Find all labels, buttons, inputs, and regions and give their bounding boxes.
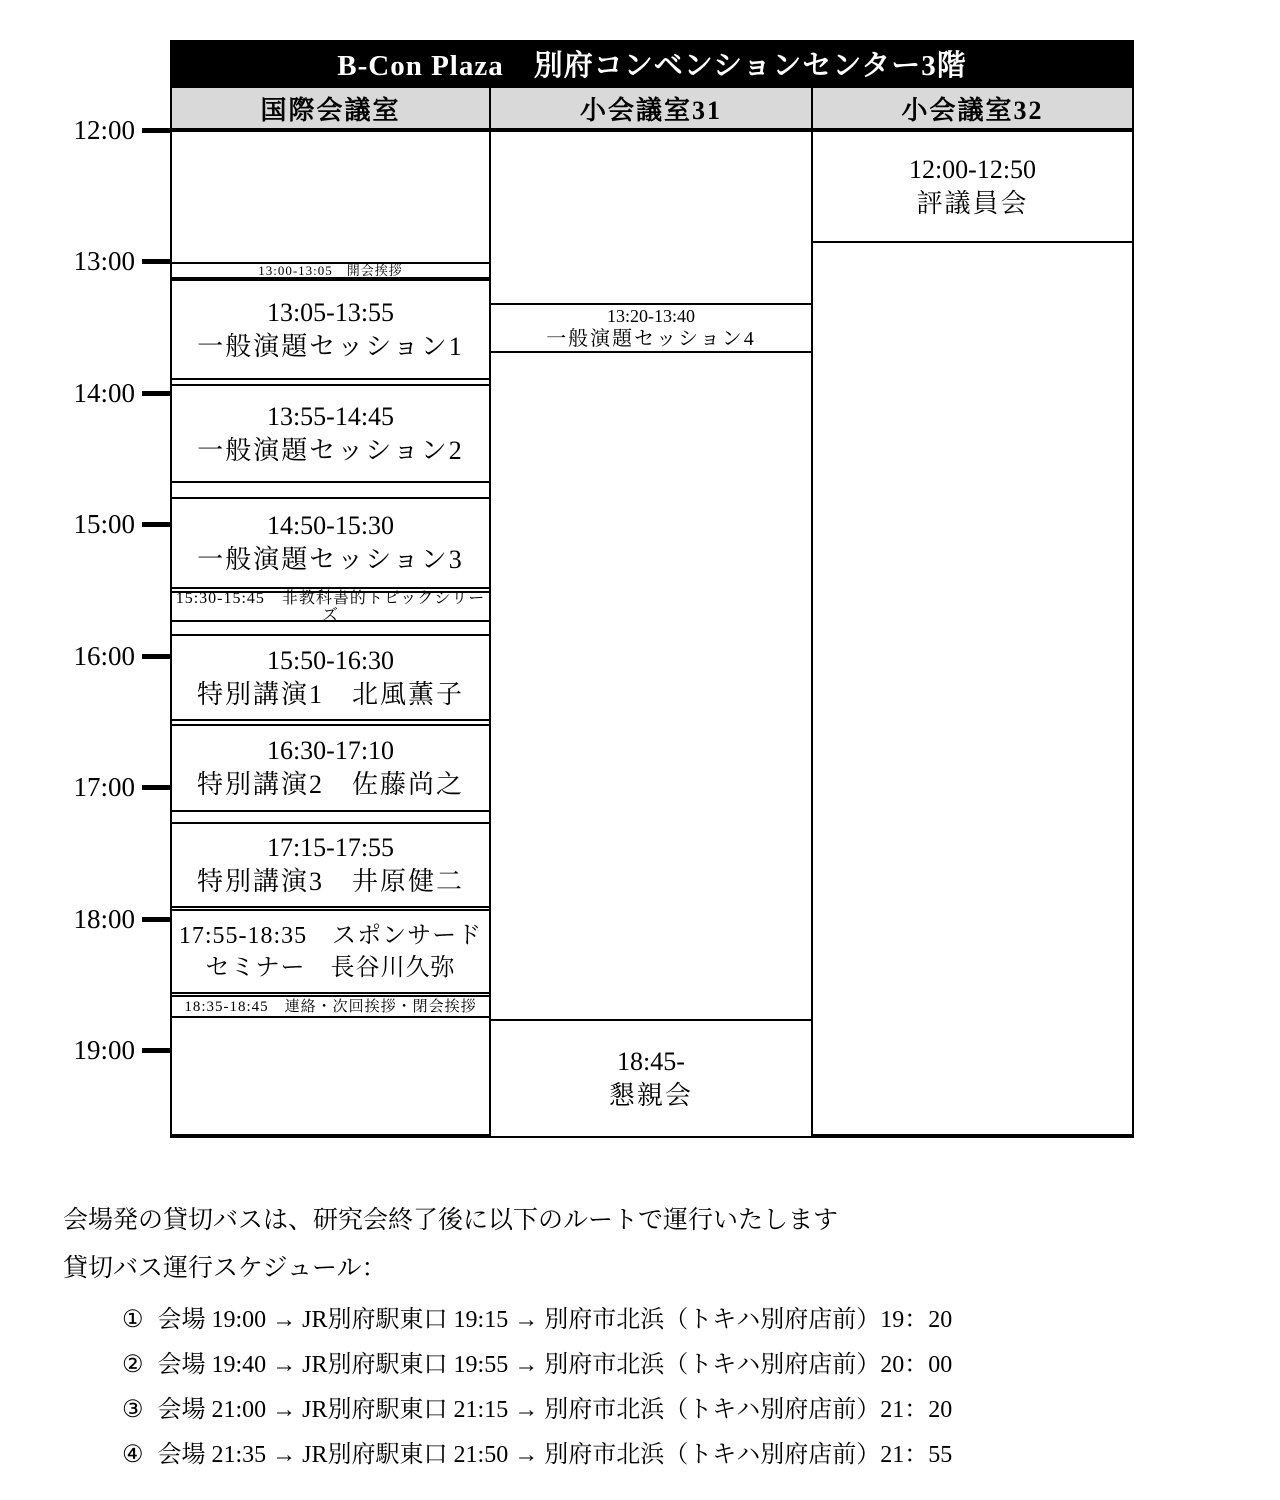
- room-header-small-32: 小会議室32: [811, 86, 1134, 130]
- event-sponsored-seminar: [170, 909, 491, 994]
- event-special-lecture-1: [170, 634, 491, 721]
- time-tick: [142, 259, 170, 264]
- time-tick: [142, 785, 170, 790]
- event-title: 特別講演1 北風薫子: [196, 679, 464, 709]
- bus-schedule-label: 貸切バス運行スケジュール：: [63, 1255, 387, 1282]
- route-number-icon: ③: [122, 1397, 144, 1423]
- event-text: セミナー 長谷川久弥: [205, 954, 456, 981]
- bus-notice: 会場発の貸切バスは、研究会終了後に以下のルートで運行いたします: [63, 1207, 839, 1234]
- time-label-1700: 17:00: [73, 772, 135, 802]
- event-time: 14:50-15:30: [266, 511, 395, 540]
- event-banquet: [489, 1019, 813, 1138]
- event-general-session-1: [170, 279, 491, 380]
- event-general-session-4: [489, 303, 813, 353]
- venue-title-bar: B-Con Plaza 別府コンベンションセンター3階: [170, 40, 1134, 86]
- time-label-1300: 13:00: [73, 246, 135, 276]
- route-number-icon: ①: [122, 1307, 144, 1333]
- event-title: 特別講演2 佐藤尚之: [196, 770, 464, 799]
- room-header-international: 国際会議室: [170, 86, 491, 130]
- column-divider-2: [811, 130, 813, 1138]
- room-header-small-31: 小会議室31: [489, 86, 813, 130]
- event-title: 一般演題セッション3: [197, 545, 464, 574]
- route-text: 会場 19:40 → JR別府駅東口 19:55 → 別府市北浜（トキハ別府店前）20：00: [157, 1352, 953, 1378]
- time-tick: [142, 917, 170, 922]
- event-general-session-2: [170, 384, 491, 483]
- route-number-icon: ④: [122, 1442, 144, 1468]
- event-opening-remarks: [170, 262, 491, 279]
- bus-route-4: [122, 1439, 952, 1471]
- event-title: 懇親会: [608, 1080, 693, 1110]
- bus-route-2: [122, 1349, 952, 1381]
- event-special-lecture-3: [170, 822, 491, 908]
- route-text: 会場 19:00 → JR別府駅東口 19:15 → 別府市北浜（トキハ別府店前）19：20: [157, 1307, 953, 1333]
- event-special-lecture-2: [170, 724, 491, 812]
- event-title: 一般演題セッション2: [197, 435, 464, 465]
- event-title: 一般演題セッション4: [546, 328, 756, 350]
- event-time: 15:50-16:30: [266, 645, 395, 675]
- time-tick: [142, 1048, 170, 1053]
- event-text: 13:00-13:05 開会挨拶: [258, 263, 403, 278]
- event-time: 12:00-12:50: [908, 154, 1037, 184]
- time-tick: [142, 391, 170, 396]
- time-tick: [142, 654, 170, 659]
- bus-route-3: [122, 1394, 952, 1426]
- time-label-1200: 12:00: [73, 115, 135, 145]
- route-number-icon: ②: [122, 1352, 144, 1378]
- event-time: 17:15-17:55: [266, 833, 395, 862]
- time-label-1900: 19:00: [73, 1035, 135, 1065]
- event-title: 特別講演3 井原健二: [196, 867, 464, 896]
- event-time: 13:20-13:40: [607, 306, 695, 326]
- event-nontextbook-topic-series: [170, 591, 491, 622]
- event-title: 評議員会: [916, 188, 1029, 218]
- time-label-1800: 18:00: [73, 904, 135, 934]
- event-title: 一般演題セッション1: [197, 331, 464, 361]
- event-text: 17:55-18:35 スポンサード: [178, 922, 483, 949]
- time-label-1600: 16:00: [73, 641, 135, 671]
- event-time: 18:45-: [617, 1046, 685, 1076]
- time-label-1400: 14:00: [73, 378, 135, 408]
- event-general-session-3: [170, 497, 491, 589]
- time-tick: [142, 522, 170, 527]
- event-time: 13:05-13:55: [266, 297, 395, 327]
- route-text: 会場 21:35 → JR別府駅東口 21:50 → 別府市北浜（トキハ別府店前）21：55: [157, 1442, 953, 1468]
- event-time: 16:30-17:10: [266, 736, 395, 765]
- event-councilors-meeting: [811, 130, 1134, 243]
- event-text: 15:30-15:45 非教科書的トピックシリーズ: [175, 589, 486, 624]
- time-label-1500: 15:00: [73, 509, 135, 539]
- time-tick: [142, 128, 170, 133]
- event-closing-remarks: [170, 995, 491, 1018]
- bus-route-1: [122, 1304, 952, 1336]
- event-text: 18:35-18:45 連絡・次回挨拶・閉会挨拶: [184, 998, 477, 1015]
- event-time: 13:55-14:45: [266, 401, 395, 431]
- route-text: 会場 21:00 → JR別府駅東口 21:15 → 別府市北浜（トキハ別府店前）21：20: [157, 1397, 953, 1423]
